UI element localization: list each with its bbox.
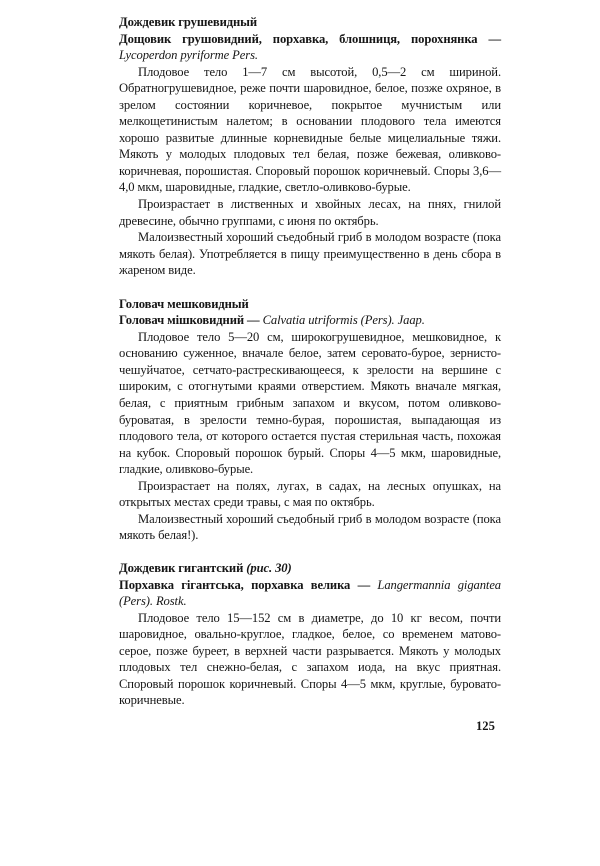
ukrainian-names: Порхавка гігантська, порхавка велика —	[119, 577, 378, 592]
section-gap	[119, 279, 501, 296]
figure-reference: (рис. 30)	[246, 560, 292, 575]
paragraph-description: Плодовое тело 15—152 см в диаметре, до 10 кг весом, почти шаровидное, овально-круглое, гладкое, белое, со временем матово-серое, позже буреет, в верхней части разрывается. Мякоть у молодых плодовых тел снежно-белая, с запахом иода, на вкус приятная. Споровый порошок коричневый. Споры 4—5 мкм, круглые, буровато-коричневые.	[119, 610, 501, 708]
ukrainian-names: Головач мішковидний —	[119, 313, 263, 328]
paragraph-description: Плодовое тело 1—7 см высотой, 0,5—2 см шириной. Обратногрушевидное, реже почти шаровидное, белое, позже охряное, в зрелом состоянии коричневое, покрытое мучнистым или мелкощетинистым налетом; в основании плодового тела имеются хорошо развитые длинные корневидные белые мицелиальные тяжи. Мякоть у молодых плодовых тел белая, позже бежевая, оливково-коричневая, порошистая. Споровый порошок коричневый. Споры 3,6—4,0 мкм, шаровидные, гладкие, светло-оливково-бурые.	[119, 64, 501, 195]
paragraph-description: Плодовое тело 5—20 см, широкогрушевидное, мешковидное, к основанию суженное, вначале белое, затем серовато-бурое, зернисто-чешуйчатое, сетчато-растрескивающееся, к зрелости на вершине с широким, с отогнутыми краями отверстием. Мякоть вначале мягкая, белая, с приятным грибным запахом и вкусом, потом оливково-буроватая, в зрелости темно-бурая, порошистая, выпадающая из плодового тела, от которого остается пустая стерильная часть, похожая на кубок. Споровый порошок бурый. Споры 4—5 мкм, шаровидные, гладкие, оливково-бурые.	[119, 329, 501, 477]
latin-name: Langermannia gigantea (Pers). Rostk.	[119, 577, 502, 609]
latin-name: Lycoperdon pyriforme Pers.	[119, 48, 258, 63]
section-mosaic-puffball	[119, 296, 501, 544]
section-subtitle	[119, 31, 501, 64]
section-giant-puffball	[119, 560, 501, 709]
paragraph-habitat: Произрастает на полях, лугах, в садах, на лесных опушках, на открытых местах среди травы, с мая по октябрь.	[119, 478, 501, 510]
section-heading: Дождевик грушевидный	[119, 15, 258, 29]
paragraph-edibility: Малоизвестный хороший съедобный гриб в молодом возрасте (пока мякоть белая). Употребляется в пищу преимущественно в день сбора в жареном виде.	[119, 230, 501, 278]
latin-name: Calvatia utriformis (Pers). Jaap.	[262, 313, 425, 328]
section-subtitle	[119, 312, 501, 329]
text-column	[119, 14, 501, 709]
heading-text: Дождевик гигантский	[119, 560, 247, 575]
ukrainian-names: Дощовик грушовидний, порхавка, блошниця, порохнянка —	[119, 31, 501, 46]
section-heading: Головач мешковидный	[119, 296, 249, 311]
paragraph-edibility: Малоизвестный хороший съедобный гриб в молодом возрасте (пока мякоть белая!).	[119, 511, 501, 543]
section-subtitle	[119, 577, 501, 610]
paragraph-habitat: Произрастает в лиственных и хвойных лесах, на пнях, гнилой древесине, обычно группами, с июня по октябрь.	[119, 197, 501, 228]
page-number: 125	[476, 719, 495, 733]
section-pear-puffball	[119, 14, 501, 279]
section-gap	[119, 544, 501, 560]
section-heading	[119, 560, 501, 577]
